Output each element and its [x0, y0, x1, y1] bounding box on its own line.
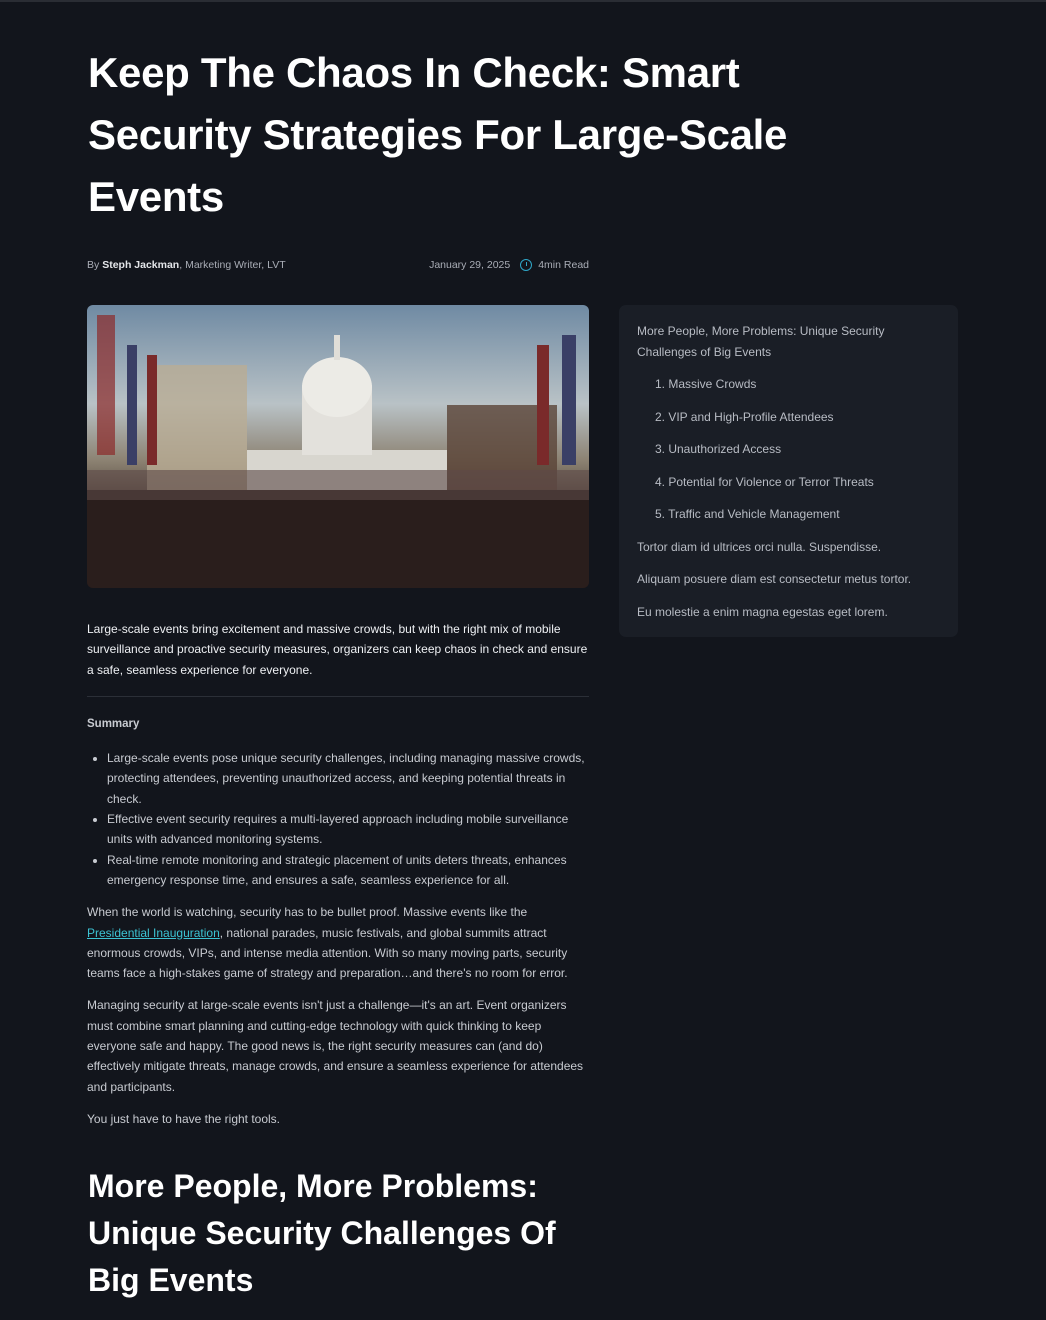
toc-link[interactable]: 1. Massive Crowds: [655, 377, 757, 391]
toc-link[interactable]: 4. Potential for Violence or Terror Threats: [655, 474, 874, 489]
divider: [87, 696, 589, 697]
toc-link[interactable]: Eu molestie a enim magna egestas eget lorem.: [637, 604, 888, 619]
summary-list: [87, 748, 589, 890]
summary-item: • Large-scale events pose unique security challenges, including managing massive crowds, protecting attendees, preventing unauthorized access, and keeping potential threats in check.: [107, 748, 589, 809]
clock-icon: [520, 259, 532, 271]
text: When the world is watching, security has to be bullet proof. Massive events like the: [87, 905, 528, 920]
byline: [87, 259, 286, 271]
paragraph: Managing security at large-scale events isn't just a challenge—it's an art. Event organizers must combine smart planning and cutting-edge technology with quick thinking to keep everyone safe and happy. The good news is, the right security measures can (and do) effectively mitigate threats, manage crowds, and ensure a seamless experience for attendees and participants.: [87, 998, 584, 1094]
summary-heading: Summary: [87, 717, 140, 730]
paragraph: You just have to have the right tools.: [87, 1111, 281, 1126]
toc-link[interactable]: 5. Traffic and Vehicle Management: [655, 507, 840, 521]
publish-date: January 29, 2025: [429, 259, 511, 271]
text: , national parades, music festivals, and global summits attract enormous crowds, VIPs, and intense media attention. With so many moving parts, security teams face a high-stakes game of strategy and preparation…and there's no room for error.: [87, 925, 568, 981]
summary-item: • Real-time remote monitoring and strategic placement of units deters threats, enhances emergency response time, and ensures a safe, seamless experience for all.: [107, 850, 589, 891]
presidential-inauguration-link[interactable]: Presidential Inauguration: [87, 925, 220, 940]
article-body: [87, 619, 589, 1141]
author-role: , Marketing Writer, LVT: [179, 259, 286, 271]
table-of-contents: [619, 305, 958, 637]
summary-item: • Effective event security requires a multi-layered approach including mobile surveillance units with advanced monitoring systems.: [107, 809, 589, 850]
lead-paragraph: Large-scale events bring excitement and massive crowds, but with the right mix of mobile surveillance and proactive security measures, organizers can keep chaos in check and ensure a safe, seamless experience for everyone.: [87, 622, 588, 677]
toc-link[interactable]: 2. VIP and High-Profile Attendees: [655, 409, 834, 424]
article-meta: [87, 259, 589, 271]
byline-prefix: By: [87, 259, 100, 271]
author-name[interactable]: Steph Jackman: [102, 259, 180, 271]
capitol-illustration: [87, 305, 589, 588]
toc-link[interactable]: 3. Unauthorized Access: [655, 442, 782, 456]
toc-link[interactable]: Tortor diam id ultrices orci nulla. Suspendisse.: [637, 539, 882, 554]
toc-link[interactable]: Aliquam posuere diam est consectetur metus tortor.: [637, 572, 912, 586]
paragraph: [87, 902, 589, 983]
hero-image-capitol: [87, 305, 589, 588]
article-title: Keep The Chaos In Check: Smart Security Strategies For Large-Scale Events: [88, 49, 788, 220]
section-heading: More People, More Problems: Unique Security Challenges Of Big Events: [88, 1168, 556, 1298]
read-time: 4min Read: [538, 259, 589, 271]
toc-link-main[interactable]: More People, More Problems: Unique Security Challenges of Big Events: [637, 324, 885, 359]
top-border: [0, 0, 1046, 2]
